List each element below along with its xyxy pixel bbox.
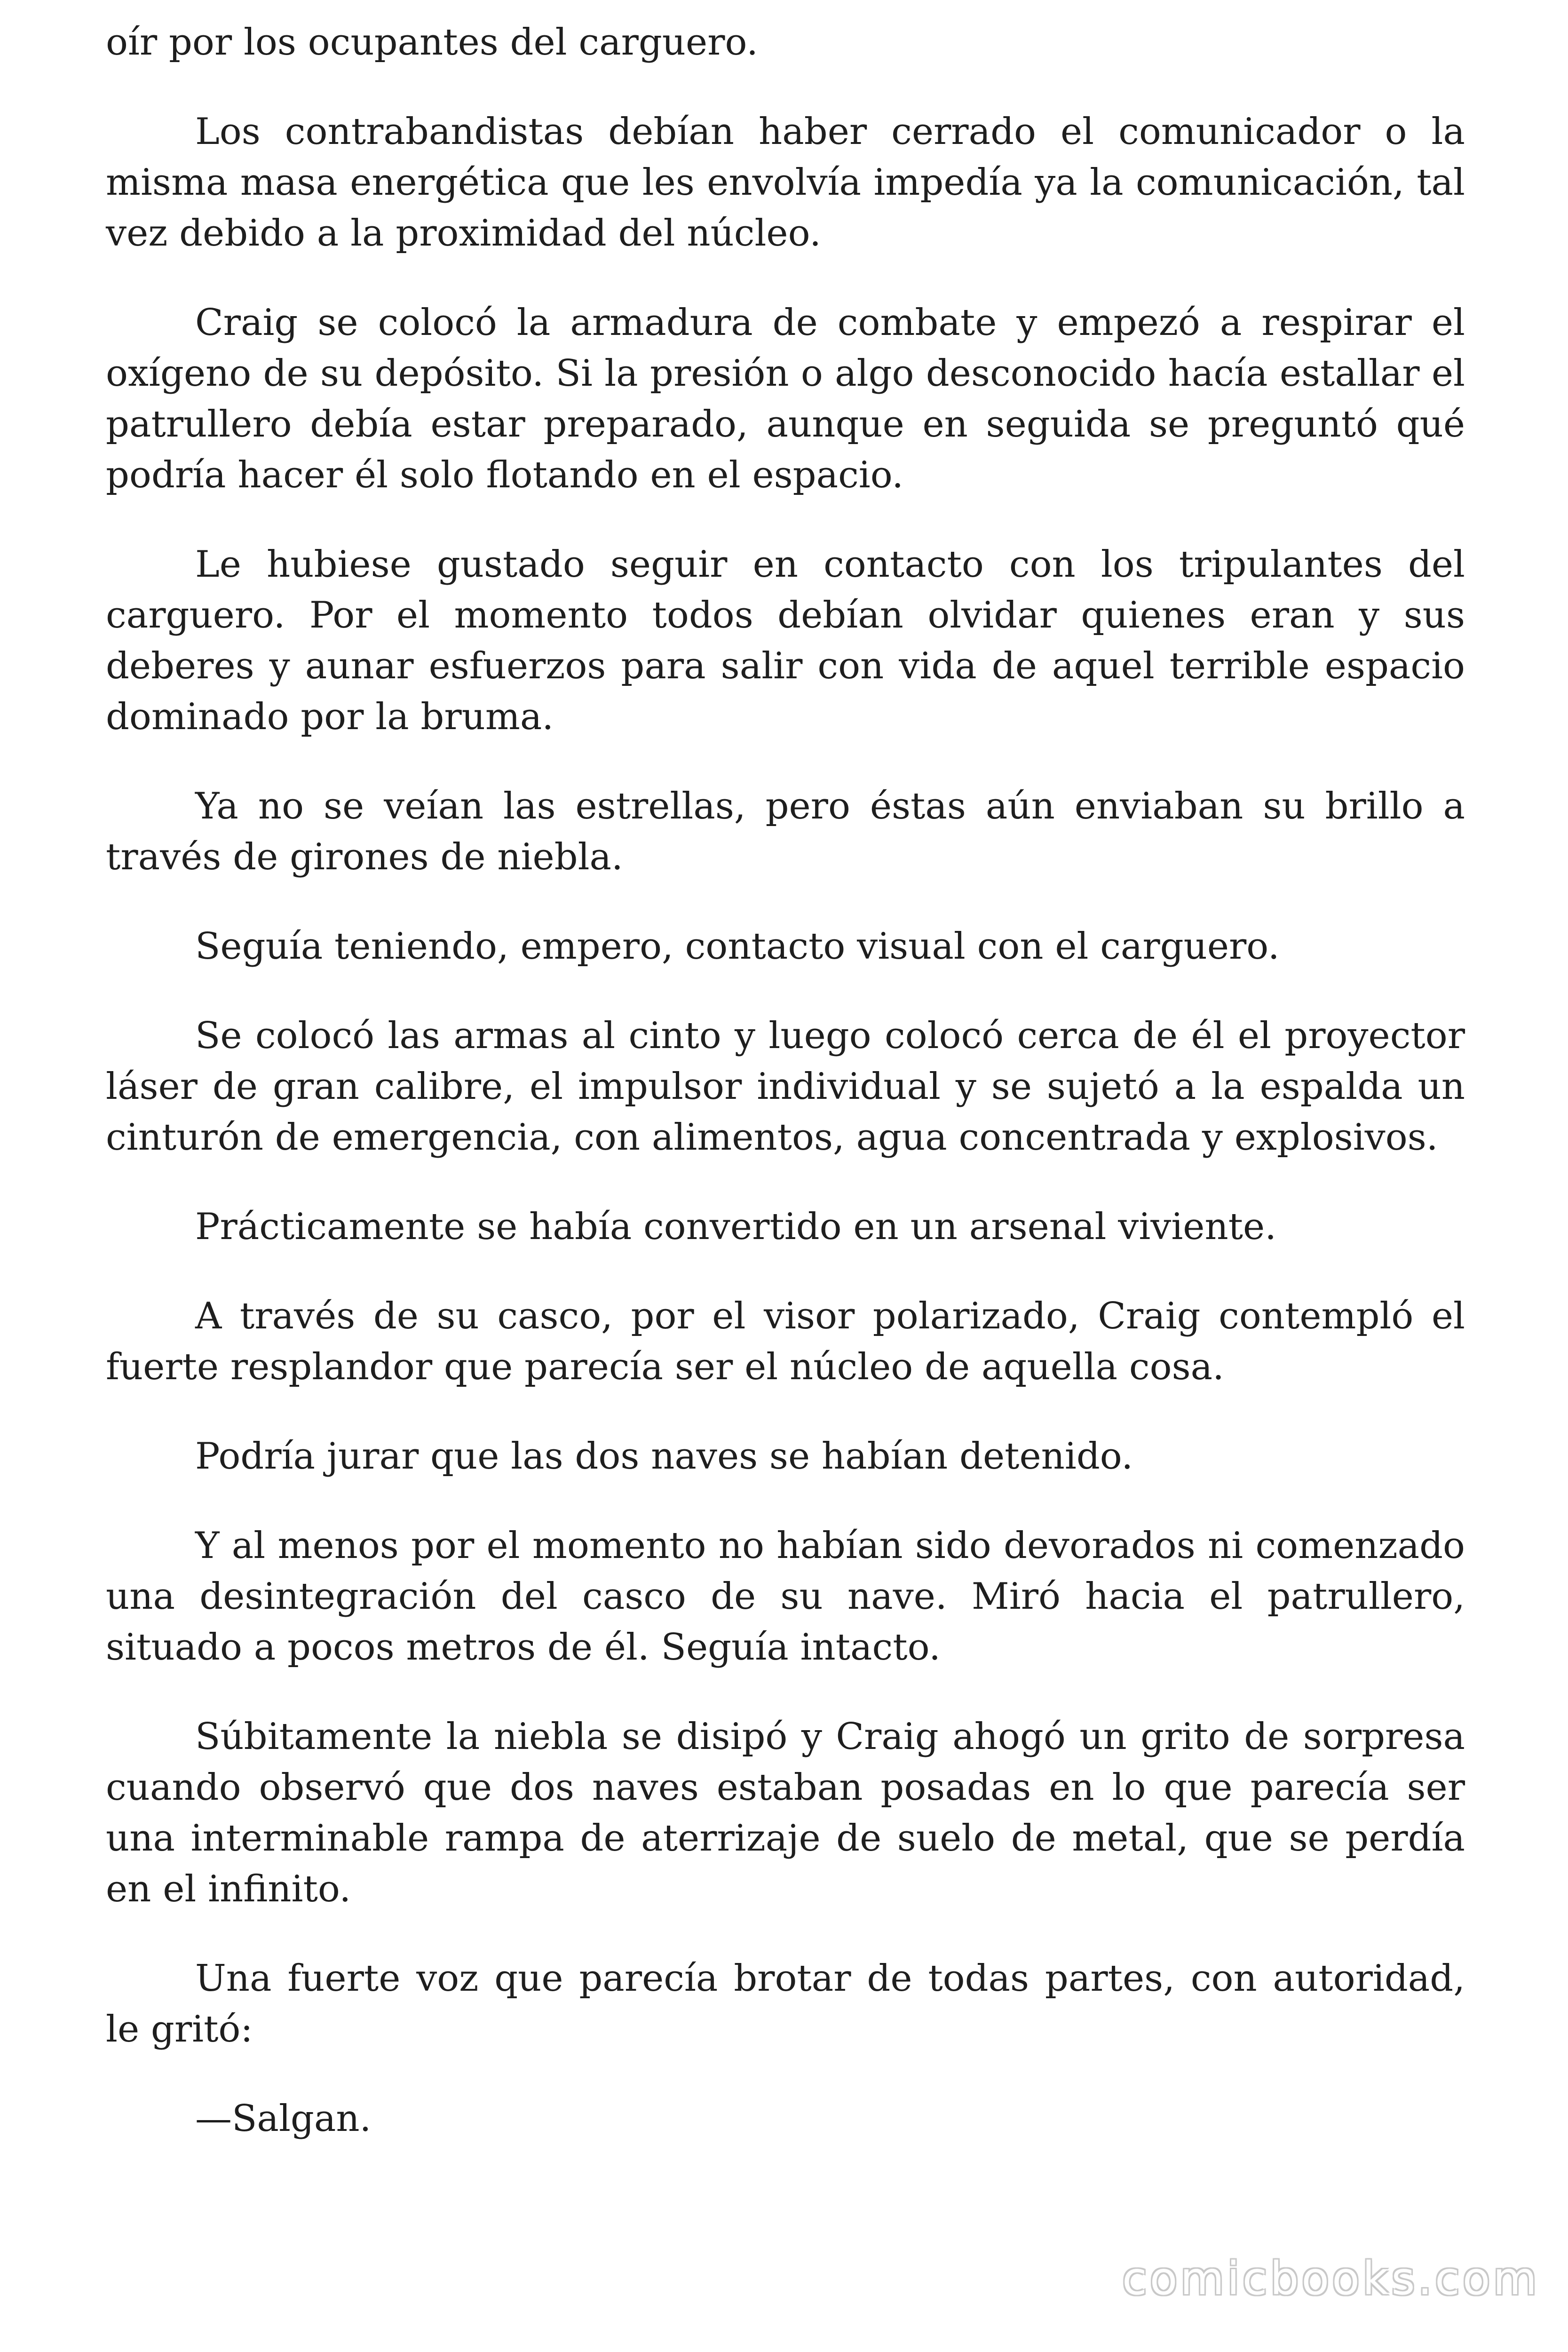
page-body xyxy=(106,0,1465,2183)
paragraph-11: Y al menos por el momento no habían sido devorados ni comenzado una desintegración del casco de su nave. Miró hacia el patrullero, situado a pocos metros de él. Seguía intacto. xyxy=(106,1525,1465,1669)
paragraph-2: Los contrabandistas debían haber cerrado el comunicador o la misma masa energética que les envolvía impedía ya la comunicación, tal vez debido a la proximidad del núcleo. xyxy=(106,111,1465,254)
paragraph-8: Prácticamente se había convertido en un arsenal viviente. xyxy=(195,1206,1276,1248)
paragraph-12: Súbitamente la niebla se disipó y Craig ahogó un grito de sorpresa cuando observó que dos naves estaban posadas en lo que parecía ser una interminable rampa de aterrizaje de suelo de metal, que se perdía en el infinito. xyxy=(106,1716,1465,1910)
paragraph-6: Seguía teniendo, empero, contacto visual con el carguero. xyxy=(195,925,1280,968)
paragraph-10: Podría jurar que las dos naves se habían detenido. xyxy=(195,1435,1133,1478)
paragraph-3: Craig se colocó la armadura de combate y empezó a respirar el oxígeno de su depósito. Si la presión o algo desconocido hacía estallar el patrullero debía estar preparado, aunque en seguida se preguntó qué podría hacer él solo flotando en el espacio. xyxy=(106,302,1465,496)
paragraph-13: Una fuerte voz que parecía brotar de todas partes, con autoridad, le gritó: xyxy=(106,1957,1465,2050)
paragraph-4: Le hubiese gustado seguir en contacto con los tripulantes del carguero. Por el momento todos debían olvidar quienes eran y sus deberes y aunar esfuerzos para salir con vida de aquel terrible espacio dominado por la bruma. xyxy=(106,543,1465,738)
watermark: comicbooks.com xyxy=(1122,2252,1540,2305)
paragraph-9: A través de su casco, por el visor polarizado, Craig contempló el fuerte resplandor que parecía ser el núcleo de aquella cosa. xyxy=(106,1295,1465,1388)
paragraph-5: Ya no se veían las estrellas, pero éstas aún enviaban su brillo a través de girones de niebla. xyxy=(106,785,1465,878)
paragraph-1: oír por los ocupantes del carguero. xyxy=(106,21,758,64)
paragraph-7: Se colocó las armas al cinto y luego colocó cerca de él el proyector láser de gran calibre, el impulsor individual y se sujetó a la espalda un cinturón de emergencia, con alimentos, agua concentrada y explosivos. xyxy=(106,1015,1465,1159)
paragraph-14: —Salgan. xyxy=(195,2098,372,2140)
